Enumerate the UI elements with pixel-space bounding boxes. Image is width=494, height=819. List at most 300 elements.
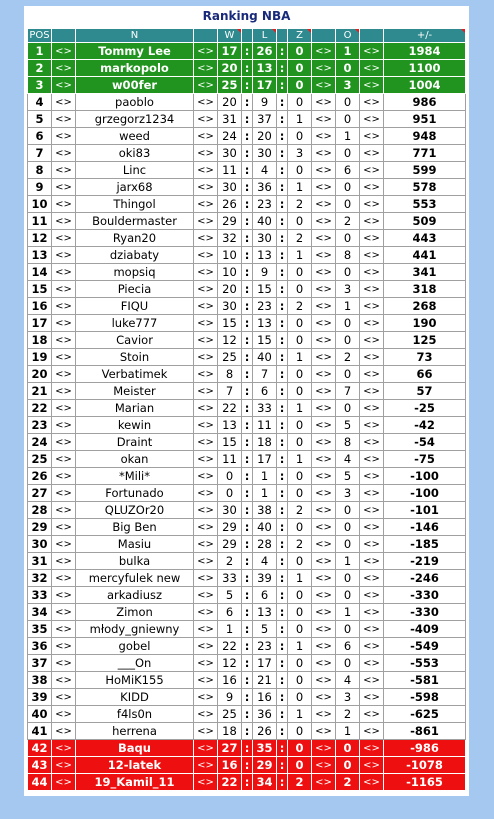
swap-arrows-icon[interactable]: <>	[312, 655, 336, 672]
swap-arrows-icon[interactable]: <>	[360, 383, 384, 400]
swap-arrows-icon[interactable]: <>	[194, 77, 218, 94]
player-name[interactable]: grzegorz1234	[76, 111, 194, 128]
player-name[interactable]: Marian	[76, 400, 194, 417]
swap-arrows-icon[interactable]: <>	[312, 485, 336, 502]
swap-arrows-icon[interactable]: <>	[194, 162, 218, 179]
wins-value: 22	[218, 400, 242, 417]
swap-arrows-icon[interactable]: <>	[52, 315, 76, 332]
swap-arrows-icon[interactable]: <>	[52, 485, 76, 502]
wins-value: 20	[218, 281, 242, 298]
swap-arrows-icon[interactable]: <>	[52, 468, 76, 485]
swap-arrows-icon[interactable]: <>	[312, 281, 336, 298]
swap-arrows-icon[interactable]: <>	[360, 757, 384, 774]
player-name[interactable]: *Mili*	[76, 468, 194, 485]
colon-separator: :	[242, 179, 253, 196]
z-value: 0	[288, 553, 312, 570]
swap-arrows-icon[interactable]: <>	[52, 213, 76, 230]
swap-arrows-icon[interactable]: <>	[194, 570, 218, 587]
swap-arrows-icon[interactable]: <>	[312, 757, 336, 774]
swap-arrows-icon[interactable]: <>	[52, 434, 76, 451]
wins-value: 8	[218, 366, 242, 383]
wins-value: 27	[218, 740, 242, 757]
losses-value: 40	[253, 349, 277, 366]
player-name[interactable]: Ryan20	[76, 230, 194, 247]
swap-arrows-icon[interactable]: <>	[194, 587, 218, 604]
swap-arrows-icon[interactable]: <>	[312, 553, 336, 570]
swap-arrows-icon[interactable]: <>	[194, 672, 218, 689]
colon-separator: :	[277, 94, 288, 111]
player-name[interactable]: KIDD	[76, 689, 194, 706]
player-name[interactable]: Thingol	[76, 196, 194, 213]
colon-separator: :	[242, 77, 253, 94]
table-row	[28, 366, 466, 383]
swap-arrows-icon[interactable]: <>	[194, 213, 218, 230]
losses-value: 34	[253, 774, 277, 791]
swap-arrows-icon[interactable]: <>	[52, 43, 76, 60]
player-name[interactable]: 12-latek	[76, 757, 194, 774]
colon-separator: :	[242, 519, 253, 536]
swap-arrows-icon[interactable]: <>	[194, 451, 218, 468]
player-name[interactable]: paoblo	[76, 94, 194, 111]
swap-arrows-icon[interactable]: <>	[194, 468, 218, 485]
swap-arrows-icon[interactable]: <>	[312, 298, 336, 315]
swap-arrows-icon[interactable]: <>	[194, 315, 218, 332]
swap-arrows-icon[interactable]: <>	[360, 298, 384, 315]
player-name[interactable]: Stoin	[76, 349, 194, 366]
swap-arrows-icon[interactable]: <>	[312, 570, 336, 587]
swap-arrows-icon[interactable]: <>	[52, 621, 76, 638]
z-value: 0	[288, 587, 312, 604]
colon-separator: :	[242, 757, 253, 774]
wins-value: 13	[218, 417, 242, 434]
player-name[interactable]: herrena	[76, 723, 194, 740]
player-name[interactable]: w00fer	[76, 77, 194, 94]
swap-arrows-icon[interactable]: <>	[312, 502, 336, 519]
player-name[interactable]: mopsiq	[76, 264, 194, 281]
table-row	[28, 349, 466, 366]
swap-arrows-icon[interactable]: <>	[312, 706, 336, 723]
swap-arrows-icon[interactable]: <>	[360, 638, 384, 655]
swap-arrows-icon[interactable]: <>	[312, 213, 336, 230]
swap-arrows-icon[interactable]: <>	[360, 655, 384, 672]
swap-arrows-icon[interactable]: <>	[52, 655, 76, 672]
swap-arrows-icon[interactable]: <>	[52, 383, 76, 400]
swap-arrows-icon[interactable]: <>	[312, 179, 336, 196]
swap-arrows-icon[interactable]: <>	[312, 774, 336, 791]
swap-arrows-icon[interactable]: <>	[360, 77, 384, 94]
table-row	[28, 162, 466, 179]
table-row	[28, 451, 466, 468]
swap-arrows-icon[interactable]: <>	[52, 77, 76, 94]
swap-arrows-icon[interactable]: <>	[194, 536, 218, 553]
losses-value: 9	[253, 264, 277, 281]
table-row	[28, 434, 466, 451]
colon-separator: :	[242, 383, 253, 400]
swap-arrows-icon[interactable]: <>	[194, 706, 218, 723]
player-name[interactable]: arkadiusz	[76, 587, 194, 604]
table-header-row	[28, 29, 466, 43]
z-value: 0	[288, 468, 312, 485]
swap-arrows-icon[interactable]: <>	[312, 111, 336, 128]
player-name[interactable]: HoMiK155	[76, 672, 194, 689]
losses-value: 15	[253, 332, 277, 349]
swap-arrows-icon[interactable]: <>	[52, 145, 76, 162]
swap-arrows-icon[interactable]: <>	[52, 332, 76, 349]
swap-arrows-icon[interactable]: <>	[194, 638, 218, 655]
player-name[interactable]: Baqu	[76, 740, 194, 757]
swap-arrows-icon[interactable]: <>	[52, 111, 76, 128]
player-name[interactable]: Cavior	[76, 332, 194, 349]
player-name[interactable]: okan	[76, 451, 194, 468]
swap-arrows-icon[interactable]: <>	[194, 417, 218, 434]
swap-arrows-icon[interactable]: <>	[360, 604, 384, 621]
swap-arrows-icon[interactable]: <>	[194, 43, 218, 60]
swap-arrows-icon[interactable]: <>	[360, 332, 384, 349]
swap-arrows-icon[interactable]: <>	[194, 400, 218, 417]
o-value: 0	[336, 655, 360, 672]
swap-arrows-icon[interactable]: <>	[312, 468, 336, 485]
swap-arrows-icon[interactable]: <>	[312, 400, 336, 417]
player-name[interactable]: luke777	[76, 315, 194, 332]
player-name[interactable]: bulka	[76, 553, 194, 570]
swap-arrows-icon[interactable]: <>	[312, 621, 336, 638]
o-value: 1	[336, 723, 360, 740]
swap-arrows-icon[interactable]: <>	[312, 60, 336, 77]
table-row	[28, 655, 466, 672]
swap-arrows-icon[interactable]: <>	[194, 94, 218, 111]
losses-value: 6	[253, 587, 277, 604]
row-position: 1	[28, 43, 52, 60]
swap-arrows-icon[interactable]: <>	[194, 230, 218, 247]
swap-arrows-icon[interactable]: <>	[52, 451, 76, 468]
swap-arrows-icon[interactable]: <>	[312, 43, 336, 60]
swap-arrows-icon[interactable]: <>	[194, 723, 218, 740]
player-name[interactable]: ___On	[76, 655, 194, 672]
swap-arrows-icon[interactable]: <>	[360, 723, 384, 740]
swap-arrows-icon[interactable]: <>	[194, 621, 218, 638]
player-name[interactable]: dziabaty	[76, 247, 194, 264]
swap-arrows-icon[interactable]: <>	[312, 315, 336, 332]
swap-arrows-icon[interactable]: <>	[312, 536, 336, 553]
wins-value: 30	[218, 298, 242, 315]
swap-arrows-icon[interactable]: <>	[312, 434, 336, 451]
row-position: 40	[28, 706, 52, 723]
z-value: 0	[288, 757, 312, 774]
swap-arrows-icon[interactable]: <>	[52, 60, 76, 77]
swap-arrows-icon[interactable]: <>	[52, 689, 76, 706]
swap-arrows-icon[interactable]: <>	[52, 162, 76, 179]
wins-value: 29	[218, 213, 242, 230]
swap-arrows-icon[interactable]: <>	[312, 128, 336, 145]
swap-arrows-icon[interactable]: <>	[312, 162, 336, 179]
swap-arrows-icon[interactable]: <>	[312, 417, 336, 434]
colon-separator: :	[242, 451, 253, 468]
swap-arrows-icon[interactable]: <>	[52, 519, 76, 536]
table-row	[28, 587, 466, 604]
player-name[interactable]: Draint	[76, 434, 194, 451]
colon-separator: :	[277, 723, 288, 740]
swap-arrows-icon[interactable]: <>	[194, 689, 218, 706]
swap-arrows-icon[interactable]: <>	[194, 281, 218, 298]
player-name[interactable]: Zimon	[76, 604, 194, 621]
player-name[interactable]: Tommy Lee	[76, 43, 194, 60]
swap-arrows-icon[interactable]: <>	[194, 264, 218, 281]
row-position: 10	[28, 196, 52, 213]
player-name[interactable]: jarx68	[76, 179, 194, 196]
swap-arrows-icon[interactable]: <>	[360, 672, 384, 689]
swap-arrows-icon[interactable]: <>	[360, 519, 384, 536]
colon-separator: :	[277, 706, 288, 723]
table-row	[28, 621, 466, 638]
colon-separator: :	[277, 315, 288, 332]
points-diff: 771	[384, 145, 466, 162]
swap-arrows-icon[interactable]: <>	[360, 587, 384, 604]
swap-arrows-icon[interactable]: <>	[52, 672, 76, 689]
swap-arrows-icon[interactable]: <>	[360, 213, 384, 230]
swap-arrows-icon[interactable]: <>	[52, 604, 76, 621]
swap-arrows-icon[interactable]: <>	[52, 281, 76, 298]
swap-arrows-icon[interactable]: <>	[360, 485, 384, 502]
player-name[interactable]: kewin	[76, 417, 194, 434]
swap-arrows-icon[interactable]: <>	[360, 196, 384, 213]
player-name[interactable]: 19_Kamil_11	[76, 774, 194, 791]
player-name[interactable]: Linc	[76, 162, 194, 179]
swap-arrows-icon[interactable]: <>	[52, 298, 76, 315]
swap-arrows-icon[interactable]: <>	[194, 655, 218, 672]
swap-arrows-icon[interactable]: <>	[194, 349, 218, 366]
swap-arrows-icon[interactable]: <>	[52, 417, 76, 434]
swap-arrows-icon[interactable]: <>	[194, 247, 218, 264]
swap-arrows-icon[interactable]: <>	[194, 757, 218, 774]
player-name[interactable]: FIQU	[76, 298, 194, 315]
swap-arrows-icon[interactable]: <>	[360, 502, 384, 519]
header-z[interactable]: Z	[288, 29, 312, 43]
swap-arrows-icon[interactable]: <>	[194, 485, 218, 502]
swap-arrows-icon[interactable]: <>	[360, 145, 384, 162]
swap-arrows-icon[interactable]: <>	[194, 111, 218, 128]
swap-arrows-icon[interactable]: <>	[360, 128, 384, 145]
swap-arrows-icon[interactable]: <>	[360, 689, 384, 706]
z-value: 1	[288, 179, 312, 196]
swap-arrows-icon[interactable]: <>	[360, 247, 384, 264]
swap-arrows-icon[interactable]: <>	[312, 77, 336, 94]
swap-arrows-icon[interactable]: <>	[312, 587, 336, 604]
swap-arrows-icon[interactable]: <>	[52, 264, 76, 281]
swap-arrows-icon[interactable]: <>	[360, 366, 384, 383]
swap-arrows-icon[interactable]: <>	[194, 298, 218, 315]
player-name[interactable]: weed	[76, 128, 194, 145]
swap-arrows-icon[interactable]: <>	[52, 774, 76, 791]
swap-arrows-icon[interactable]: <>	[312, 349, 336, 366]
swap-arrows-icon[interactable]: <>	[312, 638, 336, 655]
swap-arrows-icon[interactable]: <>	[194, 383, 218, 400]
swap-arrows-icon[interactable]: <>	[52, 536, 76, 553]
z-value: 0	[288, 689, 312, 706]
swap-arrows-icon[interactable]: <>	[194, 145, 218, 162]
swap-arrows-icon[interactable]: <>	[194, 60, 218, 77]
player-name[interactable]: f4ls0n	[76, 706, 194, 723]
swap-arrows-icon[interactable]: <>	[360, 230, 384, 247]
swap-arrows-icon[interactable]: <>	[360, 43, 384, 60]
swap-arrows-icon[interactable]: <>	[312, 264, 336, 281]
player-name[interactable]: Bouldermaster	[76, 213, 194, 230]
colon-separator: :	[277, 587, 288, 604]
swap-arrows-icon[interactable]: <>	[194, 774, 218, 791]
swap-arrows-icon[interactable]: <>	[360, 451, 384, 468]
wins-value: 10	[218, 247, 242, 264]
swap-arrows-icon[interactable]: <>	[52, 247, 76, 264]
swap-arrows-icon[interactable]: <>	[312, 94, 336, 111]
swap-arrows-icon[interactable]: <>	[312, 247, 336, 264]
z-value: 1	[288, 706, 312, 723]
swap-arrows-icon[interactable]: <>	[360, 179, 384, 196]
swap-arrows-icon[interactable]: <>	[52, 349, 76, 366]
swap-arrows-icon[interactable]: <>	[312, 366, 336, 383]
swap-arrows-icon[interactable]: <>	[360, 111, 384, 128]
colon-separator: :	[242, 128, 253, 145]
swap-arrows-icon[interactable]: <>	[312, 519, 336, 536]
swap-arrows-icon[interactable]: <>	[52, 502, 76, 519]
swap-arrows-icon[interactable]: <>	[312, 230, 336, 247]
swap-arrows-icon[interactable]: <>	[360, 417, 384, 434]
losses-value: 21	[253, 672, 277, 689]
swap-arrows-icon[interactable]: <>	[52, 706, 76, 723]
wins-value: 16	[218, 672, 242, 689]
page-title: Ranking NBA	[202, 9, 291, 23]
header-diff[interactable]: +/-	[384, 29, 466, 43]
swap-arrows-icon[interactable]: <>	[360, 162, 384, 179]
player-name[interactable]: Verbatimek	[76, 366, 194, 383]
swap-arrows-icon[interactable]: <>	[360, 740, 384, 757]
swap-arrows-icon[interactable]: <>	[360, 434, 384, 451]
swap-arrows-icon[interactable]: <>	[360, 570, 384, 587]
swap-arrows-icon[interactable]: <>	[360, 400, 384, 417]
swap-arrows-icon[interactable]: <>	[312, 145, 336, 162]
swap-arrows-icon[interactable]: <>	[194, 740, 218, 757]
swap-arrows-icon[interactable]: <>	[360, 621, 384, 638]
header-spacer	[194, 29, 218, 43]
swap-arrows-icon[interactable]: <>	[52, 553, 76, 570]
player-name[interactable]: Big Ben	[76, 519, 194, 536]
row-position: 33	[28, 587, 52, 604]
colon-separator: :	[242, 400, 253, 417]
swap-arrows-icon[interactable]: <>	[52, 94, 76, 111]
losses-value: 36	[253, 179, 277, 196]
row-position: 12	[28, 230, 52, 247]
player-name[interactable]: mercyfulek new	[76, 570, 194, 587]
player-name[interactable]: Piecia	[76, 281, 194, 298]
swap-arrows-icon[interactable]: <>	[194, 128, 218, 145]
swap-arrows-icon[interactable]: <>	[194, 502, 218, 519]
player-name[interactable]: oki83	[76, 145, 194, 162]
swap-arrows-icon[interactable]: <>	[52, 570, 76, 587]
swap-arrows-icon[interactable]: <>	[360, 468, 384, 485]
swap-arrows-icon[interactable]: <>	[312, 451, 336, 468]
swap-arrows-icon[interactable]: <>	[52, 230, 76, 247]
colon-separator: :	[242, 298, 253, 315]
swap-arrows-icon[interactable]: <>	[52, 723, 76, 740]
player-name[interactable]: Masiu	[76, 536, 194, 553]
z-value: 2	[288, 774, 312, 791]
swap-arrows-icon[interactable]: <>	[360, 281, 384, 298]
header-w[interactable]: W	[218, 29, 242, 43]
swap-arrows-icon[interactable]: <>	[194, 604, 218, 621]
swap-arrows-icon[interactable]: <>	[360, 60, 384, 77]
row-position: 38	[28, 672, 52, 689]
colon-separator: :	[277, 349, 288, 366]
swap-arrows-icon[interactable]: <>	[52, 757, 76, 774]
header-name[interactable]: N	[76, 29, 194, 43]
swap-arrows-icon[interactable]: <>	[312, 672, 336, 689]
swap-arrows-icon[interactable]: <>	[52, 740, 76, 757]
z-value: 1	[288, 111, 312, 128]
colon-separator: :	[242, 60, 253, 77]
player-name[interactable]: Meister	[76, 383, 194, 400]
player-name[interactable]: gobel	[76, 638, 194, 655]
swap-arrows-icon[interactable]: <>	[194, 434, 218, 451]
points-diff: -861	[384, 723, 466, 740]
swap-arrows-icon[interactable]: <>	[52, 128, 76, 145]
colon-separator: :	[242, 213, 253, 230]
swap-arrows-icon[interactable]: <>	[360, 774, 384, 791]
swap-arrows-icon[interactable]: <>	[360, 264, 384, 281]
swap-arrows-icon[interactable]: <>	[52, 587, 76, 604]
swap-arrows-icon[interactable]: <>	[312, 740, 336, 757]
points-diff: 125	[384, 332, 466, 349]
z-value: 2	[288, 230, 312, 247]
swap-arrows-icon[interactable]: <>	[360, 315, 384, 332]
swap-arrows-icon[interactable]: <>	[52, 196, 76, 213]
swap-arrows-icon[interactable]: <>	[194, 196, 218, 213]
swap-arrows-icon[interactable]: <>	[194, 553, 218, 570]
swap-arrows-icon[interactable]: <>	[360, 706, 384, 723]
swap-arrows-icon[interactable]: <>	[360, 536, 384, 553]
swap-arrows-icon[interactable]: <>	[312, 604, 336, 621]
swap-arrows-icon[interactable]: <>	[360, 349, 384, 366]
swap-arrows-icon[interactable]: <>	[312, 723, 336, 740]
swap-arrows-icon[interactable]: <>	[52, 179, 76, 196]
swap-arrows-icon[interactable]: <>	[194, 366, 218, 383]
swap-arrows-icon[interactable]: <>	[360, 94, 384, 111]
wins-value: 25	[218, 706, 242, 723]
colon-separator: :	[277, 281, 288, 298]
header-l[interactable]: L	[253, 29, 277, 43]
row-position: 42	[28, 740, 52, 757]
player-name[interactable]: Fortunado	[76, 485, 194, 502]
swap-arrows-icon[interactable]: <>	[312, 383, 336, 400]
swap-arrows-icon[interactable]: <>	[52, 366, 76, 383]
row-position: 39	[28, 689, 52, 706]
swap-arrows-icon[interactable]: <>	[194, 519, 218, 536]
swap-arrows-icon[interactable]: <>	[312, 332, 336, 349]
points-diff: -549	[384, 638, 466, 655]
swap-arrows-icon[interactable]: <>	[194, 332, 218, 349]
header-pos[interactable]: POS	[29, 30, 50, 41]
player-name[interactable]: markopolo	[76, 60, 194, 77]
row-position: 2	[28, 60, 52, 77]
colon-separator: :	[277, 43, 288, 60]
swap-arrows-icon[interactable]: <>	[194, 179, 218, 196]
swap-arrows-icon[interactable]: <>	[52, 400, 76, 417]
header-o[interactable]: O	[336, 29, 360, 43]
swap-arrows-icon[interactable]: <>	[312, 196, 336, 213]
swap-arrows-icon[interactable]: <>	[312, 689, 336, 706]
swap-arrows-icon[interactable]: <>	[52, 638, 76, 655]
swap-arrows-icon[interactable]: <>	[360, 553, 384, 570]
player-name[interactable]: młody_gniewny	[76, 621, 194, 638]
colon-separator: :	[277, 570, 288, 587]
player-name[interactable]: QLUZOr20	[76, 502, 194, 519]
